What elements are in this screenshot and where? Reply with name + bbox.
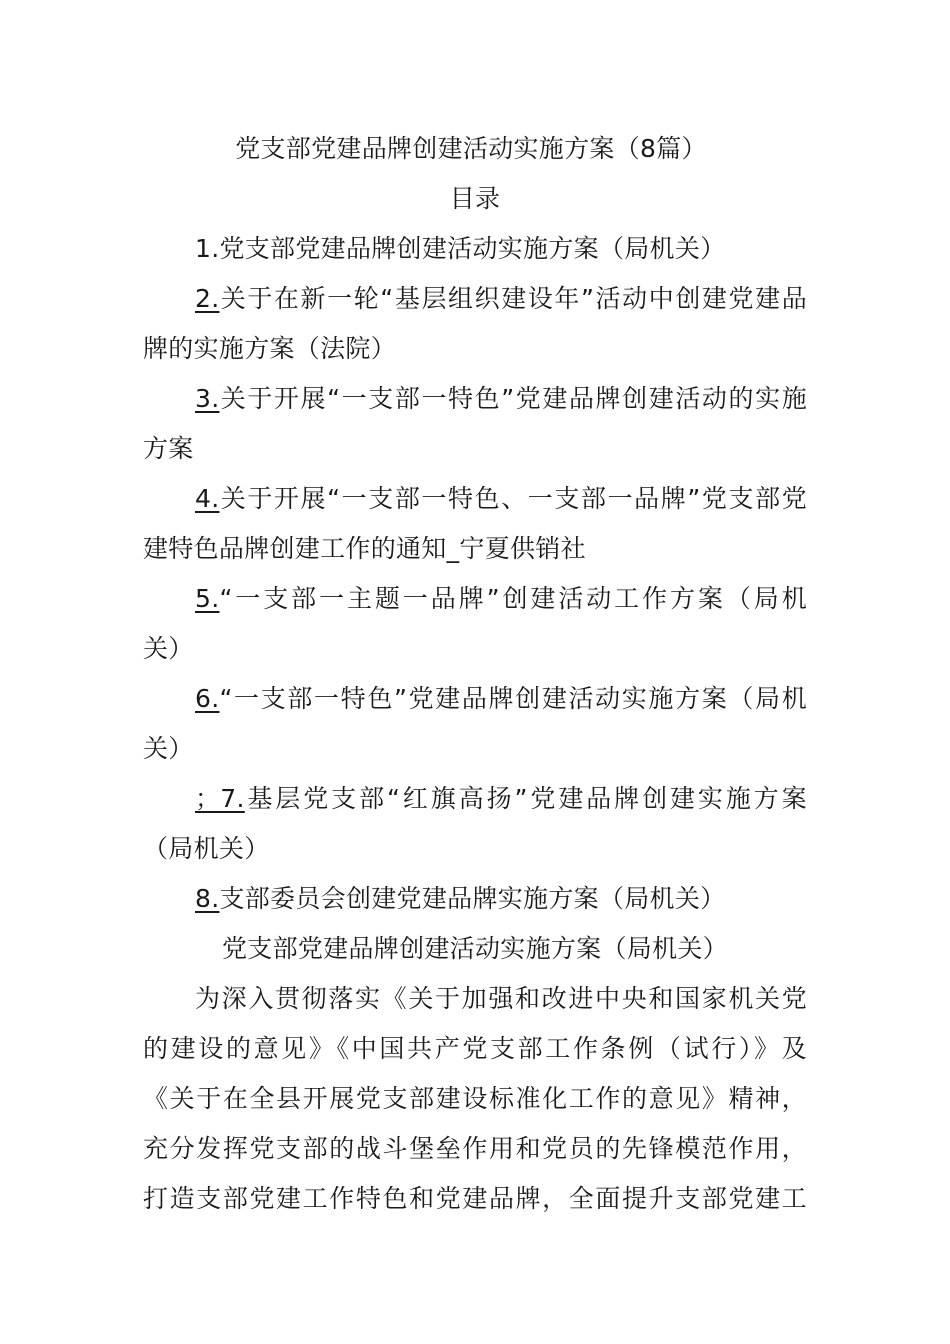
document-title: 党支部党建品牌创建活动实施方案（8篇） <box>235 134 707 163</box>
toc-text: 关于开展“一支部一特色”党建品牌创建活动的实施 <box>219 384 807 413</box>
body-line: 《关于在全县开展党支部建设标准化工作的意见》精神， <box>143 1084 807 1113</box>
toc-text: 支部委员会创建党建品牌实施方案（局机关） <box>219 884 726 913</box>
toc-number: 1. <box>195 234 220 263</box>
toc-item[interactable] <box>143 274 807 374</box>
body-line: 的建设的意见》《中国共产党支部工作条例（试行）》及 <box>143 1034 807 1063</box>
toc-number: 8. <box>195 884 220 913</box>
toc-text: “一支部一特色”党建品牌创建活动实施方案（局机 <box>219 684 807 713</box>
toc-item[interactable] <box>143 224 807 274</box>
toc-number: 6. <box>195 684 220 713</box>
toc-text: 关于在新一轮“基层组织建设年”活动中创建党建品 <box>219 284 807 313</box>
body-line: 充分发挥党支部的战斗堡垒作用和党员的先锋模范作用， <box>143 1134 807 1163</box>
body-line: 打造支部党建工作特色和党建品牌，全面提升支部党建工 <box>143 1184 807 1213</box>
toc-text-continued: 关） <box>143 734 194 763</box>
toc-item[interactable] <box>143 474 807 574</box>
toc-item[interactable] <box>143 574 807 674</box>
body-line: 为深入贯彻落实《关于加强和改进中央和国家机关党 <box>195 984 807 1013</box>
document-content <box>143 124 807 1224</box>
toc-number: ；7. <box>195 784 245 813</box>
body-paragraph <box>143 974 807 1224</box>
toc-text: “一支部一主题一品牌”创建活动工作方案（局机 <box>219 584 807 613</box>
toc-number: 4. <box>195 484 220 513</box>
toc-text: 基层党支部“红旗高扬”党建品牌创建实施方案 <box>244 784 807 813</box>
toc-item[interactable] <box>143 374 807 474</box>
toc-number: 3. <box>195 384 220 413</box>
toc-item[interactable] <box>143 774 807 874</box>
toc-number: 5. <box>195 584 220 613</box>
toc-text-continued: 建特色品牌创建工作的通知_宁夏供销社 <box>143 534 586 563</box>
section-title: 党支部党建品牌创建活动实施方案（局机关） <box>221 934 728 963</box>
toc-text: 关于开展“一支部一特色、一支部一品牌”党支部党 <box>219 484 807 513</box>
toc-number: 2. <box>195 284 220 313</box>
toc-text-continued: （局机关） <box>143 834 270 863</box>
toc-text-continued: 方案 <box>143 434 194 463</box>
toc-heading: 目录 <box>449 184 501 213</box>
toc-text-continued: 关） <box>143 634 194 663</box>
toc-item[interactable] <box>143 674 807 774</box>
toc-item[interactable] <box>143 874 807 924</box>
toc-text: 党支部党建品牌创建活动实施方案（局机关） <box>219 234 726 263</box>
toc-text-continued: 牌的实施方案（法院） <box>143 334 397 363</box>
